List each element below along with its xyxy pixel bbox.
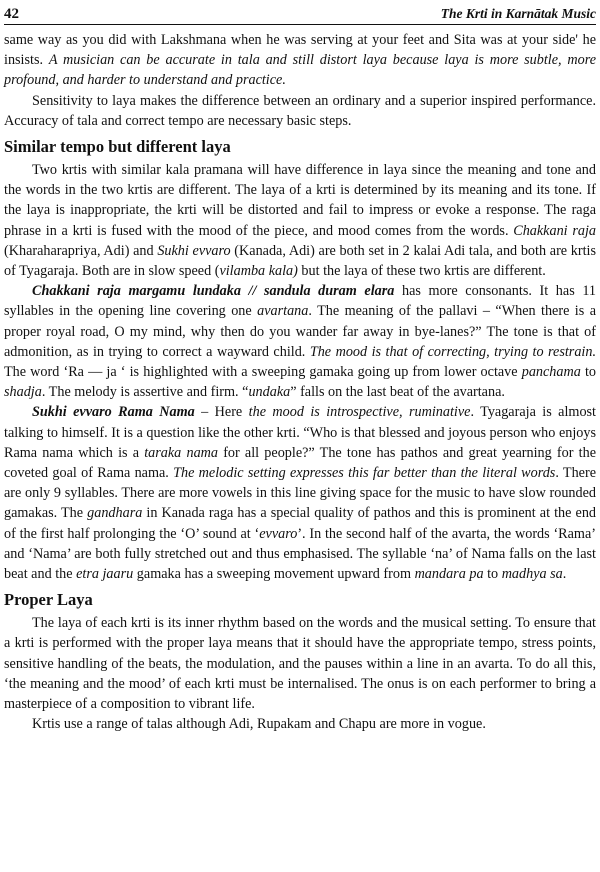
chakkani-raja-paragraph: Chakkani raja margamu lundaka // sandula duram elara has more consonants. It has 11 syllables in the opening line covering one avartana. The meaning of the pallavi – “When there is a proper royal road, O my mind, why then do you wander far away in bye-lanes?” The tone is that of admonition, as in trying to correct a wayward child. The mood is that of correcting, trying to restrain. The word ‘Ra — ja ‘ is highlighted with a sweeping gamaka going up from lower octave panchama to shadja. The melody is assertive and firm. “undaka” falls on the last beat of the avartana. <box>4 283 597 401</box>
running-head-title: The Krti in Karnātak Music <box>440 6 596 21</box>
two-krtis-paragraph: Two krtis with similar kala pramana will have difference in laya since the meaning and tone and the words in the two krtis are different. The laya of a krti is determined by its meaning and its tone. If the laya is inappropriate, the krti will be distorted and fail to impress or evoke a response. The raga phrase in a krti is fused with the mood of the piece, and mood comes from the words. Chakkani raja (Kharaharapriya, Adi) and Sukhi evvaro (Kanada, Adi) are both set in 2 kalai Adi tala, and both are krtis of Tyagaraja. Both are in slow speed (vilamba kala) but the laya of these two krtis are different. <box>4 162 597 280</box>
page-number: 42 <box>4 6 19 22</box>
sensitivity-paragraph: Sensitivity to laya makes the difference between an ordinary and a superior inspired performance. Accuracy of tala and correct tempo are necessary basic steps. <box>4 92 596 129</box>
inner-rhythm-paragraph: The laya of each krti is its inner rhythm based on the words and the musical setting. To ensure that a krti is performed with the proper laya means that it should have the appropriate tempo, stress points, sensitive handling of the beats, the modulation, and the pauses within a line in an avarta. To do all this, ‘the meaning and the mood’ of each krti must be internalised. The onus is on each performer to bring a masterpiece of a composition to vibrant life. <box>4 615 596 713</box>
running-head <box>4 6 596 25</box>
intro-paragraph: same way as you did with Lakshmana when he was serving at your feet and Sita was at your side' he insists. A musician can be accurate in tala and still distort laya because laya is more subtle, more profound, and harder to understand and practice. <box>4 32 597 89</box>
talas-paragraph: Krtis use a range of talas although Adi, Rupakam and Chapu are more in vogue. <box>32 716 486 733</box>
sukhi-evvaro-paragraph: Sukhi evvaro Rama Nama – Here the mood is introspective, ruminative. Tyagaraja is almost talking to himself. It is a question like the other krti. “Who is that blessed and joyous person who enjoys Rama nama which is a taraka nama for all people?” The tone has pathos and great yearning for the coveted goal of Rama nama. The melodic setting expresses this far better than the literal words. There are only 9 syllables. There are more vowels in this line giving space for the music to have slow rounded gamakas. The gandhara in Kanada raga has a special quality of pathos and this is prominent at the end of the first half prolonging the ‘O’ sound at ‘evvaro’. In the second half of the avarta, the words ‘Rama’ and ‘Nama’ are both fully stretched out and thus emphasised. The syllable ‘na’ of Nama falls on the last beat and the etra jaaru gamaka has a sweeping movement upward from mandara pa to madhya sa. <box>4 404 597 583</box>
section-heading-similar-tempo: Similar tempo but different laya <box>4 137 231 157</box>
section-heading-proper-laya: Proper Laya <box>4 590 93 610</box>
